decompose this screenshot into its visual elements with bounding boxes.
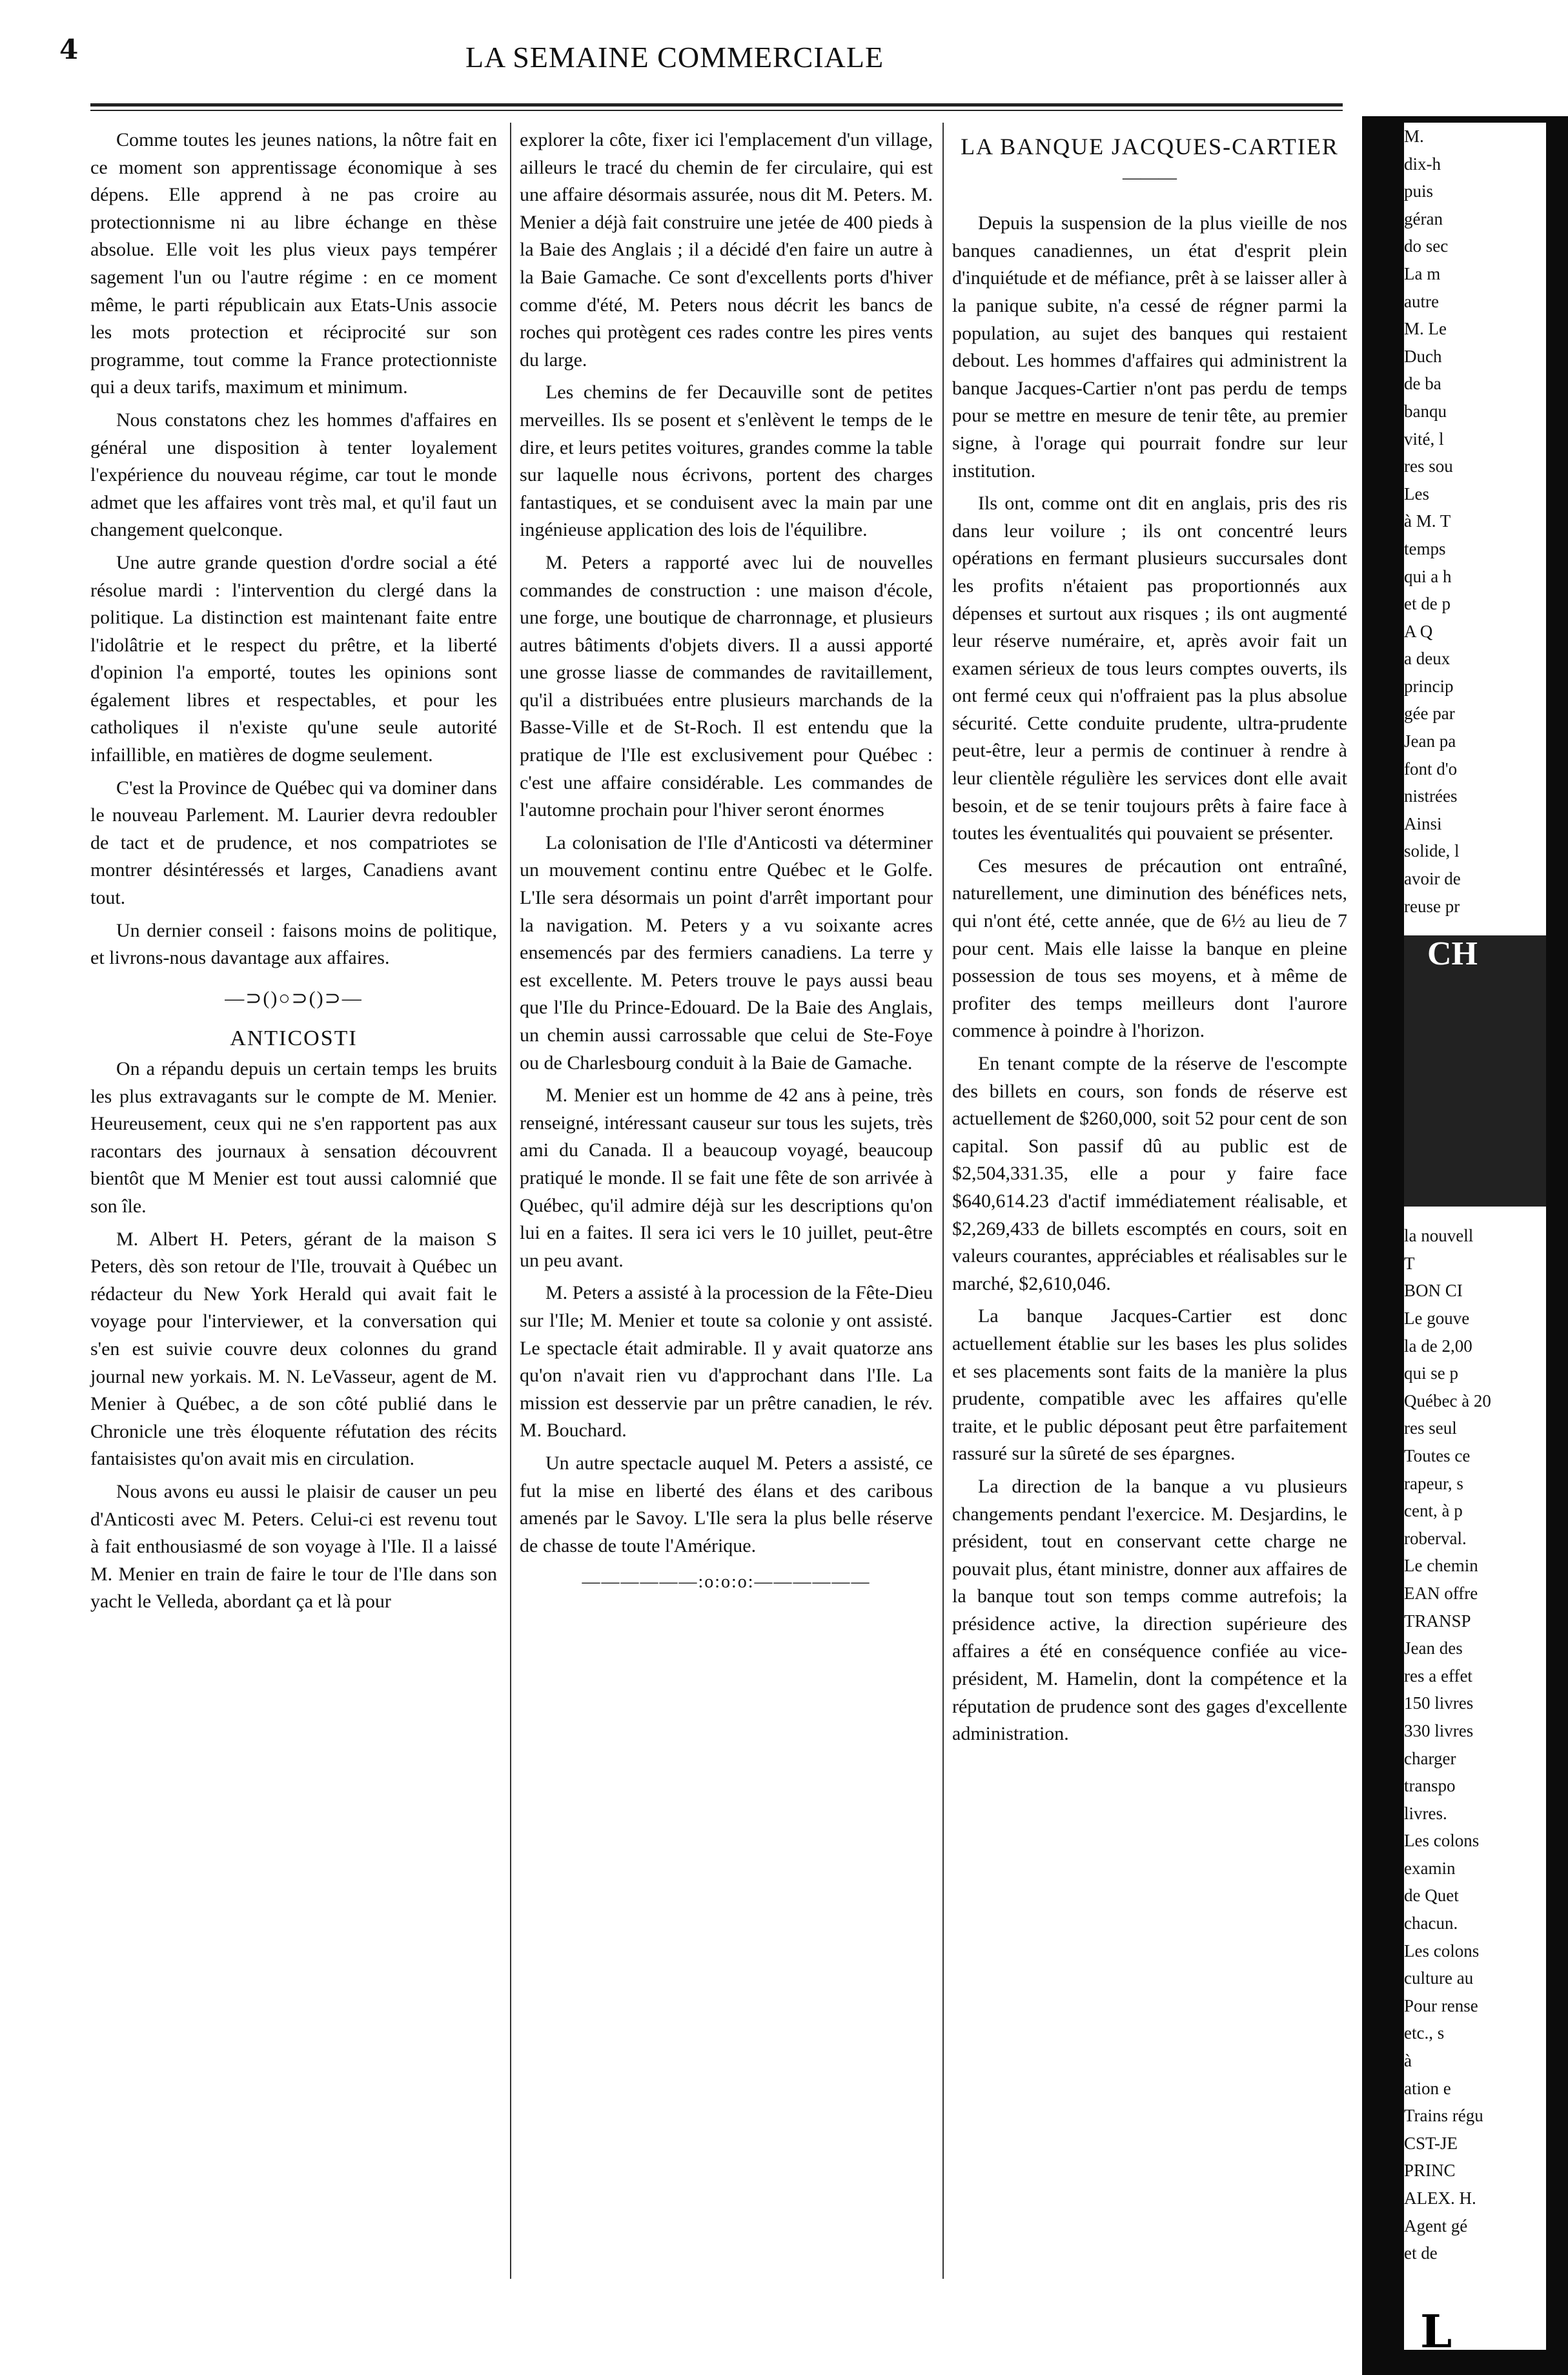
adjacent-text-fragment: de ba xyxy=(1404,374,1441,394)
adjacent-text-fragment: géran xyxy=(1404,209,1443,229)
paragraph: Un dernier conseil : faisons moins de politique, et livrons-nous davantage aux affaires. xyxy=(90,919,497,969)
paragraph: explorer la côte, fixer ici l'emplacement d'un village, ailleurs le tracé du chemin de fer circulaire, qui est une affaire désormais assurée, nous dit M. Peters. M. Menier a déjà fait construire une jetée de 400 pieds à la Baie des Anglais ; il a décidé d'en faire un autre à la Baie Gamache. Ce sont d'excellents ports d'hiver comme d'été, M. Peters nous décrit les bancs de roches qui protègent ces rades contre les pires vents du large. xyxy=(520,129,933,371)
heading-dash: ——— xyxy=(1123,167,1177,188)
adjacent-text-fragment: reuse pr xyxy=(1404,896,1460,916)
paragraph: La direction de la banque a vu plusieurs changements pendant l'exercice. M. Desjardins, le président, tout en conservant cette charge ne pouvait plus, étant ministre, donner aux affaires de la banque tout son temps comme autrefois; la présidence active, la direction supérieure des affaires a été en conséquence confiée au vice-président, M. Hamelin, dont la compétence et la réputation de prudence sont des gages d'excellente administration. xyxy=(952,1475,1347,1745)
adjacent-text-fragment: vité, l xyxy=(1404,429,1444,449)
paragraph: Nous avons eu aussi le plaisir de causer un peu d'Anticosti avec M. Peters. Celui-ci est revenu tout à fait enthousiasmé de son voyage à l'Ile. Il a laissé M. Menier en train de faire le tour de l'Ile dans son yacht le Velleda, abordant ça et là pour xyxy=(90,1480,497,1613)
masthead-rule xyxy=(90,103,1343,107)
paragraph: Comme toutes les jeunes nations, la nôtre fait en ce moment son apprentissage économique à ses dépens. Elle apprend à ne pas croire au protectionnisme ni au libre échange en thèse absolue. Elle voit les plus vieux pays tempérer sagement l'un ou l'autre régime : en ce moment même, le parti républicain aux Etats-Unis associe les mots protection et réciprocité sur son programme, tout comme la France protectionniste qui a deux tarifs, maximum et minimum. xyxy=(90,129,497,398)
adjacent-text-fragment: la de 2,00 xyxy=(1404,1336,1472,1356)
paragraph: Une autre grande question d'ordre social a été résolue mardi : l'intervention du clergé dans la politique. La distinction est maintenant faite entre l'idolâtrie et le respect du prêtre, et la liberté d'opinion l'a emporté, toutes les opinions sont également libres et respectables, et pour les catholiques il n'existe qu'une seule autorité infaillible, en matières de dogme seulement. xyxy=(90,551,497,766)
adjacent-text-fragment: autre xyxy=(1404,291,1439,311)
adjacent-text-fragment: EAN offre xyxy=(1404,1583,1478,1603)
adjacent-text-fragments xyxy=(1404,1222,1546,2267)
adjacent-text-fragment: La m xyxy=(1404,263,1441,283)
adjacent-text-fragment: et de xyxy=(1404,2243,1438,2263)
adjacent-text-fragment: solide, l xyxy=(1404,841,1460,861)
paragraph: On a répandu depuis un certain temps les bruits les plus extravagants sur le compte de M. Menier. Heureusement, ceux qui ne s'en rapportent pas aux racontars des journaux à sensation découvrent bientôt que M Menier est tout aussi calomnié que son île. xyxy=(90,1058,497,1217)
adjacent-text-fragment: qui se p xyxy=(1404,1363,1458,1383)
adjacent-text-fragment: etc., s xyxy=(1404,2023,1445,2043)
masthead: LA SEMAINE COMMERCIALE xyxy=(465,41,884,74)
adjacent-text-fragment: Trains régu xyxy=(1404,2106,1483,2126)
section-ornament: —⊃()○⊃()⊃— xyxy=(225,987,363,1009)
adjacent-text-fragment: roberval. xyxy=(1404,1528,1467,1548)
adjacent-text-fragment: res seul xyxy=(1404,1418,1457,1438)
adjacent-text-fragment: Les colons xyxy=(1404,1941,1480,1961)
column-divider-2 xyxy=(942,123,944,2279)
paragraph: Nous constatons chez les hommes d'affaires en général une disposition à tenter loyalement l'expérience du nouveau régime, car tout le monde admet que les affaires vont très mal, et qu'il faut un changement quelconque. xyxy=(90,409,497,541)
adjacent-text-fragment: Agent gé xyxy=(1404,2216,1468,2236)
advert-label: CH xyxy=(1427,935,1478,973)
adjacent-text-fragment: TRANSP xyxy=(1404,1611,1471,1631)
adjacent-text-fragment: Les colons xyxy=(1404,1831,1480,1851)
adjacent-text-fragment: examin xyxy=(1404,1858,1456,1878)
adjacent-text-fragment: transpo xyxy=(1404,1776,1456,1796)
adjacent-text-fragment: avoir de xyxy=(1404,869,1461,889)
adjacent-text-fragment: Pour rense xyxy=(1404,1995,1478,2015)
adjacent-text-fragment: chacun. xyxy=(1404,1913,1458,1933)
adjacent-text-fragment: 330 livres xyxy=(1404,1720,1474,1740)
adjacent-text-fragment: rapeur, s xyxy=(1404,1473,1463,1493)
paragraph: Les chemins de fer Decauville sont de petites merveilles. Ils se posent et s'enlèvent le temps de le dire, et leurs petites voitures, grandes comme la table sur laquelle nous écrivons, portent des charges fantastiques, et se conduisent avec la main par une ingénieuse application des lois de l'équilibre. xyxy=(520,382,933,541)
adjacent-text-fragment: culture au xyxy=(1404,1968,1474,1988)
paragraph: En tenant compte de la réserve de l'escompte des billets en cours, son fonds de réserve est actuellement de $260,000, soit 52 pour cent de son capital. Son passif dû au public est de $2,504,331.35, elle a pour y faire face $640,614.23 d'actif immédiatement réalisable, et $2,269,433 de billets escomptés en cours, soit en valeurs courantes, appréciables et réalisables sur le marché, $2,610,046. xyxy=(952,1053,1347,1294)
adjacent-text-fragment: Le gouve xyxy=(1404,1309,1470,1328)
masthead-rule-thin xyxy=(90,110,1343,111)
adjacent-text-fragment: ation e xyxy=(1404,2078,1451,2098)
adjacent-text-fragment: nistrées xyxy=(1404,786,1458,806)
adjacent-text-fragment: a deux xyxy=(1404,649,1451,669)
paragraph: Depuis la suspension de la plus vieille de nos banques canadiennes, un état d'esprit plein d'inquiétude et de méfiance, prêt à se laisser aller à la panique subite, n'a cessé de régner parmi la population, au sujet des banques qui restaient debout. Les hommes d'affaires qui administrent la banque Jacques-Cartier n'ont pas perdu de temps pour se mettre en mesure de tenir tête, au premier signe, à l'orage qui pourrait fondre sur leur institution. xyxy=(952,212,1347,482)
paragraph: Un autre spectacle auquel M. Peters a assisté, ce fut la mise en liberté des élans et des caribous amenés par le Savoy. L'Ile sera la plus belle réserve de chasse de toute l'Amérique. xyxy=(520,1452,933,1556)
column-divider-1 xyxy=(510,123,511,2279)
column-3 xyxy=(952,127,1347,1753)
paragraph: Ces mesures de précaution ont entraîné, naturellement, une diminution des bénéfices nets, qui n'ont été, cette année, que de 6½ au lieu de 7 pour cent. Mais elle laisse la banque en pleine possession de tous ses moyens, et à même de profiter des temps meilleurs dont l'aurore commence à poindre à l'horizon. xyxy=(952,855,1347,1042)
adjacent-text-fragment: 150 livres xyxy=(1404,1693,1474,1713)
adjacent-text-fragment: BON CI xyxy=(1404,1281,1463,1301)
adjacent-text-fragment: cent, à p xyxy=(1404,1501,1463,1521)
adjacent-text-fragment: res a effet xyxy=(1404,1666,1472,1686)
adjacent-text-fragment: de Quet xyxy=(1404,1886,1459,1906)
article-end-mark: ——————:o:o:o:—————— xyxy=(582,1572,871,1593)
page-number: 4 xyxy=(59,34,79,65)
adjacent-text-fragment: A Q xyxy=(1404,621,1433,641)
adjacent-text-fragment: puis xyxy=(1404,181,1434,201)
adjacent-text-fragment: Les xyxy=(1404,484,1429,504)
adjacent-text-fragment: font d'o xyxy=(1404,759,1458,779)
adjacent-text-fragment: do sec xyxy=(1404,236,1449,256)
paragraph: Ils ont, comme ont dit en anglais, pris des ris dans leur voilure ; ils ont concentré leurs opérations en fermant plusieurs succursales dont les profits n'étaient pas proportionnés aux dépenses et surtout aux risques ; ils ont augmenté leur réserve numéraire, et, après avoir fait un examen sérieux de tous leurs comptes ouverts, ils ont fermé ceux qui n'offraient pas la plus absolue sécurité. Cette conduite prudente, ultra-prudente peut-être, leur a permis de continuer à rendre à leur clientèle régulière les services dont elle avait besoin, et de se tenir toujours prêts à faire face à toutes les éventualités qui pouvaient se présenter. xyxy=(952,493,1347,844)
adjacent-text-fragment: princip xyxy=(1404,676,1454,696)
paragraph: La colonisation de l'Ile d'Anticosti va déterminer un mouvement continu entre Québec et le Golfe. L'Ile sera désormais un point d'arrêt important pour la navigation. M. Peters y a vu soixante acres ensemencés par des fermiers canadiens. La terre y est excellente. M. Peters trouve le pays aussi beau que l'Ile du Prince-Edouard. De la Baie des Anglais, un chemin aussi carrossable que celui de Ste-Foye ou de Charlesbourg conduit à la Baie de Gamache. xyxy=(520,831,933,1074)
column-1 xyxy=(90,127,497,1621)
adjacent-text-fragment: la nouvell xyxy=(1404,1226,1474,1246)
adjacent-page-glyph: L xyxy=(1420,2305,1452,2358)
adjacent-text-fragments xyxy=(1404,123,1546,920)
adjacent-text-fragment: CST-JE xyxy=(1404,2133,1458,2153)
adjacent-text-fragment: Jean des xyxy=(1404,1638,1463,1658)
adjacent-text-fragment: ALEX. H. xyxy=(1404,2188,1476,2208)
adjacent-text-fragment: et de p xyxy=(1404,594,1451,614)
adjacent-text-fragment: Le chemin xyxy=(1404,1556,1478,1576)
adjacent-text-fragment: à M. T xyxy=(1404,511,1451,531)
adjacent-text-fragment: qui a h xyxy=(1404,566,1452,586)
adjacent-text-fragment: res sou xyxy=(1404,456,1453,476)
column-2 xyxy=(520,127,933,1605)
adjacent-text-fragment: banqu xyxy=(1404,401,1447,421)
adjacent-text-fragment: Toutes ce xyxy=(1404,1445,1471,1465)
adjacent-text-fragment: dix-h xyxy=(1404,154,1441,174)
adjacent-text-fragment: à xyxy=(1404,2051,1412,2071)
paragraph: M. Menier est un homme de 42 ans à peine, très renseigné, intéressant causeur sur tous les sujets, très ami du Canada. Il a beaucoup voyagé, beaucoup pratiqué le monde. Il se fait une fête de son arrivée à Québec, qu'il admire déjà sur les descriptions qu'on lui en a faites. Il sera ici vers le 10 juillet, peut-être un peu avant. xyxy=(520,1085,933,1271)
adjacent-text-fragment: PRINC xyxy=(1404,2161,1456,2181)
adjacent-text-fragment: Jean pa xyxy=(1404,731,1456,751)
adjacent-text-fragment: M. Le xyxy=(1404,319,1447,339)
paragraph: M. Peters a assisté à la procession de la Fête-Dieu sur l'Ile; M. Menier et toute sa colonie y ont assisté. Le spectacle était admirable. Il y avait quatorze ans qu'on n'avait rien vu d'approchant dans l'Ile. La mission est desservie par un prêtre canadien, le rév. M. Bouchard. xyxy=(520,1282,933,1442)
adjacent-advert-image xyxy=(1404,935,1546,1207)
adjacent-text-fragment: Duch xyxy=(1404,346,1442,366)
adjacent-text-fragment: livres. xyxy=(1404,1803,1447,1823)
paragraph: M. Peters a rapporté avec lui de nouvelles commandes de construction : une maison d'école, une forge, une boutique de charronnage, et plusieurs autres bâtiments d'objets divers. Il a aussi apporté une grosse liasse de commandes de ravitaillement, qu'il a distribuées entre plusieurs marchands de la Basse-Ville et de St-Roch. Il est entendu que la pratique de l'Ile est exclusivement pour Québec : c'est une affaire considérable. Les commandes de l'automne prochain pour l'hiver seront énormes xyxy=(520,551,933,821)
paragraph: M. Albert H. Peters, gérant de la maison S Peters, dès son retour de l'Ile, trouvait à Québec un rédacteur du New York Herald qui avait fait le voyage pour l'interviewer, et la conversation qui s'en est suivie couvre deux colonnes du grand journal new yorkais. M. N. LeVasseur, agent de M. Menier à Québec, a de son côté publié dans le Chronicle une très éloquente réfutation des récits fantaisistes qu'on avait mis en circulation. xyxy=(90,1228,497,1470)
adjacent-text-fragment: T xyxy=(1404,1253,1415,1273)
paragraph: C'est la Province de Québec qui va dominer dans le nouveau Parlement. M. Laurier devra redoubler de tact et de prudence, et nos compatriotes se montrer désintéressés et larges, Canadiens avant tout. xyxy=(90,777,497,909)
adjacent-text-fragment: charger xyxy=(1404,1748,1456,1768)
paragraph: La banque Jacques-Cartier est donc actuellement établie sur les bases les plus solides et ses placements sont faits de la manière la plus prudente, compatible avec les affaires qu'elle traite, et le public déposant peut être parfaitement rassuré sur la sûreté de ses épargnes. xyxy=(952,1305,1347,1465)
adjacent-text-fragment: temps xyxy=(1404,538,1446,558)
adjacent-text-fragment: Québec à 20 xyxy=(1404,1391,1491,1411)
article-heading-banque: LA BANQUE JACQUES-CARTIER xyxy=(961,134,1339,159)
article-heading-anticosti: ANTICOSTI xyxy=(230,1026,358,1051)
adjacent-text-fragment: gée par xyxy=(1404,704,1455,724)
adjacent-text-fragment: M. xyxy=(1404,127,1424,146)
adjacent-text-fragment: Ainsi xyxy=(1404,813,1442,833)
adjacent-page-fragment xyxy=(1404,123,1546,2350)
